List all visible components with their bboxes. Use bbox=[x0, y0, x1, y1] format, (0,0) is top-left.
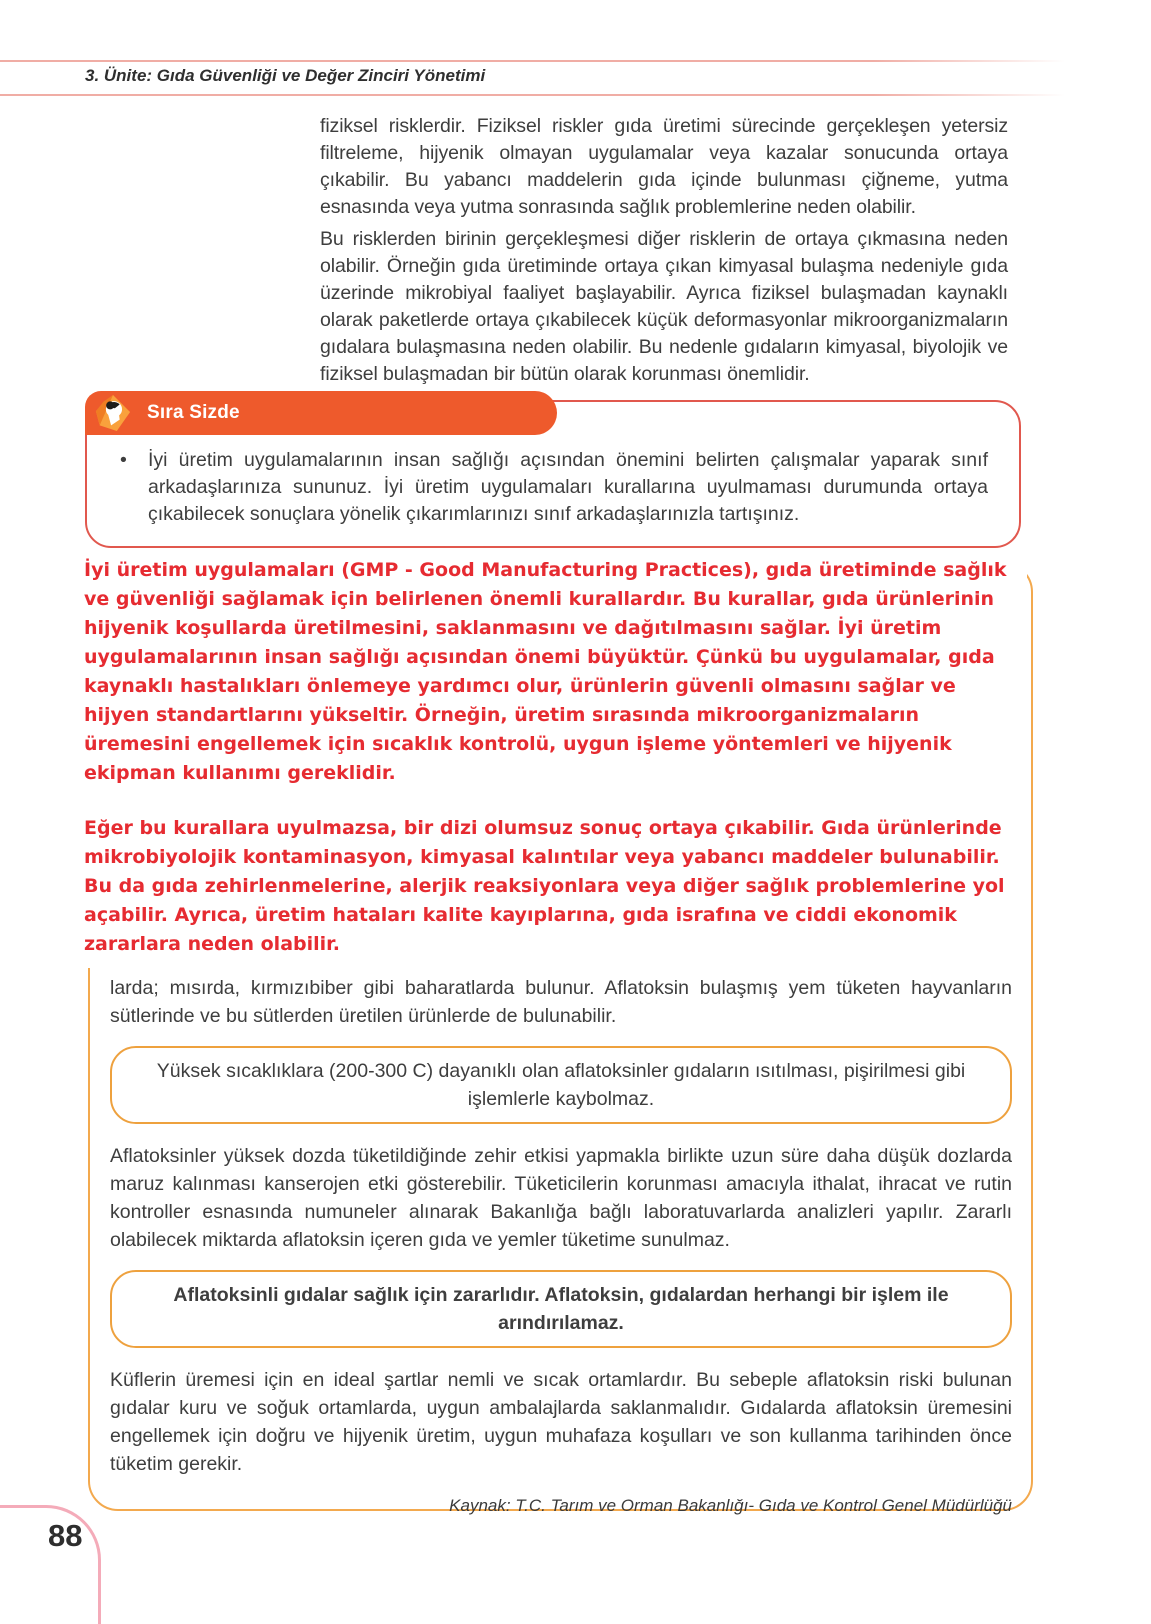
aflatoxin-paragraph-1: larda; mısırda, kırmızıbiber gibi baharatlarda bulunur. Aflatoksin bulaşmış yem tüketen hayvanların sütlerinde ve bu sütlerden üretilen ürünlerde de bulunabilir. bbox=[110, 977, 1012, 1027]
gmp-text-overlay bbox=[0, 548, 1027, 968]
gmp-paragraph-1: İyi üretim uygulamaları (GMP - Good Manufacturing Practices), gıda üretiminde sağlık ve güvenliği sağlamak için belirlenen önemli kurallardır. Bu kurallar, gıda ürünlerinin hijyenik koşullarda üretilmesini, saklanmasını ve dağıtılmasını sağlar. İyi üretim uygulamalarının insan sağlığı açısından önemi büyüktür. Çünkü bu uygulamalar, gıda kaynaklı hastalıkları önlemeye yardımcı olur, ürünlerin güvenli olmasını sağlar ve hijyen standartlarını yükseltir. Örneğin, üretim sırasında mikroorganizmaların üremesini engellemek için sıcaklık kontrolü, uygun işleme yöntemleri ve hijyenik ekipman kullanımı gereklidir. bbox=[84, 559, 1007, 784]
aflatoxin-paragraph-3: Küflerin üremesi için en ideal şartlar nemli ve sıcak ortamlardır. Bu sebeple aflatoksin riski bulunan gıdalar kuru ve soğuk ortamlarda, uygun ambalajlarda saklanmalıdır. Gıdalarda aflatoksin üremesini engellemek için doğru ve hijyenik üretim, uygun muhafaza koşulları ve son kullanma tarihinden önce tüketim gerekir. bbox=[110, 1369, 1012, 1475]
aflatoxin-callout-1: Yüksek sıcaklıklara (200-300 C) dayanıklı olan aflatoksinler gıdaların ısıtılması, pişirilmesi gibi işlemlerle kaybolmaz. bbox=[110, 1046, 1012, 1124]
sira-sizde-title: Sıra Sizde bbox=[147, 402, 240, 423]
intro-column bbox=[320, 113, 1008, 393]
gmp-paragraph-2: Eğer bu kurallara uyulmazsa, bir dizi olumsuz sonuç ortaya çıkabilir. Gıda ürünlerinde mikrobiyolojik kontaminasyon, kimyasal kalıntılar veya yabancı maddeler bulunabilir. Bu da gıda zehirlenmelerine, alerjik reaksiyonlara veya diğer sağlık problemlerine yol açabilir. Ayrıca, üretim hataları kalite kayıplarına, gıda israfına ve ciddi ekonomik zararlara neden olabilir. bbox=[84, 817, 1005, 955]
aflatoxin-paragraph-2: Aflatoksinler yüksek dozda tüketildiğinde zehir etkisi yapmakla birlikte uzun süre daha düşük dozlarda maruz kalınması kanserojen etki gösterebilir. Tüketicilerin korunması amacıyla ithalat, ihracat ve rutin kontroller esnasında numuneler alınarak Bakanlığa bağlı laboratuvarlarda analizleri yapılır. Zararlı olabilecek miktarda aflatoksin içeren gıda ve yemler tüketime sunulmaz. bbox=[110, 1145, 1012, 1251]
header-rule-bottom bbox=[0, 94, 1065, 96]
sira-sizde-text: İyi üretim uygulamalarının insan sağlığı açısından önemini belirten çalışmalar yaparak sınıf arkadaşlarınıza sununuz. İyi üretim uygulamaları kurallarına uyulmaması durumunda ortaya çıkabilecek sonuçlara yönelik çıkarımlarınızı sınıf arkadaşlarınızla tartışınız. bbox=[148, 449, 988, 525]
source-citation: Kaynak: T.C. Tarım ve Orman Bakanlığı- Gıda ve Kontrol Genel Müdürlüğü bbox=[449, 1496, 1012, 1515]
aflatoxin-content bbox=[110, 974, 1012, 1520]
thinking-head-icon bbox=[94, 394, 132, 432]
header-rule-top bbox=[0, 60, 1065, 62]
sira-sizde-body bbox=[120, 447, 988, 528]
intro-paragraph-1: fiziksel risklerdir. Fiziksel riskler gıda üretimi sürecinde gerçekleşen yetersiz filtreleme, hijyenik olmayan uygulamalar veya kazalar sonucunda ortaya çıkabilir. Bu yabancı maddelerin gıda içinde bulunması çiğneme, yutma esnasında veya yutma sonrasında sağlık problemlerine neden olabilir. bbox=[320, 115, 1008, 218]
sira-sizde-tab bbox=[85, 391, 557, 435]
bullet-marker: • bbox=[120, 449, 127, 471]
aflatoxin-callout-2: Aflatoksinli gıdalar sağlık için zararlıdır. Aflatoksin, gıdalardan herhangi bir işlem ile arındırılamaz. bbox=[110, 1270, 1012, 1348]
page-number: 88 bbox=[48, 1518, 83, 1553]
intro-paragraph-2: Bu risklerden birinin gerçekleşmesi diğer risklerin de ortaya çıkmasına neden olabilir. Örneğin gıda üretiminde ortaya çıkan kimyasal bulaşma nedeniyle gıda üzerinde mikrobiyal faaliyet başlayabilir. Ayrıca fiziksel bulaşmadan kaynaklı olarak paketlerde ortaya çıkabilecek küçük deformasyonlar mikroorganizmaların gıdalara bulaşmasına neden olabilir. Bu nedenle gıdaların kimyasal, biyolojik ve fiziksel bulaşmadan bir bütün olarak korunması önemlidir. bbox=[320, 228, 1008, 385]
unit-header-title: 3. Ünite: Gıda Güvenliği ve Değer Zinciri Yönetimi bbox=[85, 66, 486, 85]
